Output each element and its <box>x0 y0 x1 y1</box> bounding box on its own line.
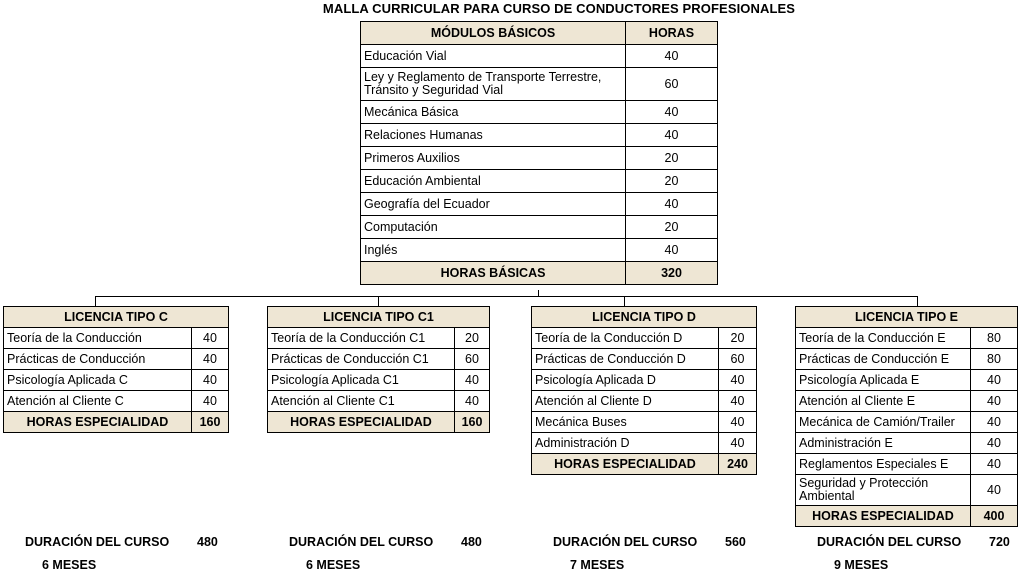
license-module-name: Prácticas de Conducción C1 <box>268 349 455 370</box>
duration-hours: 560 <box>725 535 746 549</box>
license-table-c <box>3 306 229 433</box>
license-total-row <box>532 454 757 475</box>
basic-module-row <box>361 216 718 239</box>
basic-total-label: HORAS BÁSICAS <box>361 262 626 285</box>
license-module-hours: 40 <box>719 391 757 412</box>
license-module-hours: 20 <box>719 328 757 349</box>
license-total-label: HORAS ESPECIALIDAD <box>532 454 719 475</box>
duration-label: DURACIÓN DEL CURSO <box>553 535 698 549</box>
duration-months: 6 MESES <box>42 558 97 572</box>
license-total-label: HORAS ESPECIALIDAD <box>268 412 455 433</box>
license-header-row <box>532 307 757 328</box>
duration-hours: 720 <box>989 535 1010 549</box>
module-name: Computación <box>361 216 626 239</box>
license-total-value: 400 <box>971 506 1018 527</box>
license-row <box>4 349 229 370</box>
connector-drop-c1 <box>378 296 379 306</box>
connector-drop-d <box>624 296 625 306</box>
basic-module-row <box>361 101 718 124</box>
module-hours: 60 <box>626 68 718 101</box>
license-module-hours: 40 <box>192 391 229 412</box>
license-module-name: Prácticas de Conducción <box>4 349 192 370</box>
license-module-hours: 40 <box>971 412 1018 433</box>
license-module-name: Psicología Aplicada C1 <box>268 370 455 391</box>
license-module-name: Psicología Aplicada C <box>4 370 192 391</box>
module-name: Mecánica Básica <box>361 101 626 124</box>
duration-label: DURACIÓN DEL CURSO <box>25 535 170 549</box>
basic-hours-header: HORAS <box>626 22 718 45</box>
basic-module-row <box>361 147 718 170</box>
basic-module-row <box>361 170 718 193</box>
license-module-name: Mecánica de Camión/Trailer <box>796 412 971 433</box>
basic-header-row <box>361 22 718 45</box>
license-module-hours: 80 <box>971 328 1018 349</box>
license-module-hours: 40 <box>719 433 757 454</box>
module-name: Educación Ambiental <box>361 170 626 193</box>
basic-module-row <box>361 193 718 216</box>
license-total-row <box>268 412 490 433</box>
license-row <box>796 370 1018 391</box>
license-table-d <box>531 306 757 475</box>
license-module-name: Administración E <box>796 433 971 454</box>
license-module-hours: 40 <box>192 370 229 391</box>
license-module-hours: 60 <box>719 349 757 370</box>
license-module-name: Teoría de la Conducción E <box>796 328 971 349</box>
license-row <box>532 328 757 349</box>
license-module-hours: 60 <box>455 349 490 370</box>
license-total-row <box>796 506 1018 527</box>
module-name: Geografía del Ecuador <box>361 193 626 216</box>
license-total-value: 160 <box>455 412 490 433</box>
license-module-name: Atención al Cliente E <box>796 391 971 412</box>
license-module-hours: 40 <box>455 370 490 391</box>
license-module-name: Prácticas de Conducción E <box>796 349 971 370</box>
license-module-name: Teoría de la Conducción <box>4 328 192 349</box>
duration-hours: 480 <box>197 535 218 549</box>
license-row <box>268 370 490 391</box>
license-row <box>532 412 757 433</box>
module-name: Ley y Reglamento de Transporte Terrestre, Tránsito y Seguridad Vial <box>361 68 626 101</box>
license-module-hours: 40 <box>192 328 229 349</box>
license-total-label: HORAS ESPECIALIDAD <box>4 412 192 433</box>
basic-total-value: 320 <box>626 262 718 285</box>
license-module-name: Atención al Cliente D <box>532 391 719 412</box>
license-module-name: Reglamentos Especiales E <box>796 454 971 475</box>
module-hours: 20 <box>626 147 718 170</box>
license-module-name: Psicología Aplicada D <box>532 370 719 391</box>
license-total-value: 240 <box>719 454 757 475</box>
module-name: Inglés <box>361 239 626 262</box>
license-row <box>796 391 1018 412</box>
module-name: Educación Vial <box>361 45 626 68</box>
license-total-value: 160 <box>192 412 229 433</box>
license-row <box>532 433 757 454</box>
license-header-row <box>796 307 1018 328</box>
license-module-hours: 40 <box>971 454 1018 475</box>
license-row <box>4 328 229 349</box>
license-module-hours: 40 <box>455 391 490 412</box>
connector-drop-e <box>917 296 918 306</box>
license-row <box>4 370 229 391</box>
license-total-label: HORAS ESPECIALIDAD <box>796 506 971 527</box>
duration-months: 6 MESES <box>306 558 361 572</box>
duration-months: 7 MESES <box>570 558 625 572</box>
module-hours: 40 <box>626 193 718 216</box>
license-title: LICENCIA TIPO E <box>796 307 1018 328</box>
license-module-name: Seguridad y Protección Ambiental <box>796 475 971 506</box>
license-title: LICENCIA TIPO D <box>532 307 757 328</box>
module-hours: 20 <box>626 216 718 239</box>
license-row <box>796 412 1018 433</box>
duration-label: DURACIÓN DEL CURSO <box>817 535 962 549</box>
basic-modules-table <box>360 21 718 285</box>
license-module-hours: 40 <box>971 475 1018 506</box>
license-total-row <box>4 412 229 433</box>
license-row <box>796 328 1018 349</box>
license-row <box>796 475 1018 506</box>
duration-months: 9 MESES <box>834 558 889 572</box>
license-module-hours: 20 <box>455 328 490 349</box>
license-module-hours: 40 <box>971 370 1018 391</box>
license-module-hours: 80 <box>971 349 1018 370</box>
basic-total-row <box>361 262 718 285</box>
basic-module-row <box>361 68 718 101</box>
license-row <box>268 328 490 349</box>
license-module-name: Atención al Cliente C1 <box>268 391 455 412</box>
license-module-name: Psicología Aplicada E <box>796 370 971 391</box>
license-module-hours: 40 <box>971 433 1018 454</box>
license-module-name: Teoría de la Conducción C1 <box>268 328 455 349</box>
license-row <box>532 370 757 391</box>
license-title: LICENCIA TIPO C <box>4 307 229 328</box>
license-module-name: Mecánica Buses <box>532 412 719 433</box>
module-name: Relaciones Humanas <box>361 124 626 147</box>
license-row <box>796 454 1018 475</box>
module-hours: 40 <box>626 45 718 68</box>
module-hours: 20 <box>626 170 718 193</box>
license-row <box>532 349 757 370</box>
license-module-name: Teoría de la Conducción D <box>532 328 719 349</box>
connector-drop-c <box>95 296 96 306</box>
license-row <box>268 349 490 370</box>
license-row <box>268 391 490 412</box>
license-row <box>532 391 757 412</box>
license-title: LICENCIA TIPO C1 <box>268 307 490 328</box>
basic-module-row <box>361 124 718 147</box>
license-table-e <box>795 306 1018 527</box>
page-title: MALLA CURRICULAR PARA CURSO DE CONDUCTORES PROFESIONALES <box>322 1 796 16</box>
license-module-hours: 40 <box>971 391 1018 412</box>
license-module-name: Prácticas de Conducción D <box>532 349 719 370</box>
module-hours: 40 <box>626 101 718 124</box>
basic-module-row <box>361 45 718 68</box>
license-module-hours: 40 <box>192 349 229 370</box>
license-row <box>4 391 229 412</box>
license-module-name: Atención al Cliente C <box>4 391 192 412</box>
license-row <box>796 433 1018 454</box>
duration-hours: 480 <box>461 535 482 549</box>
module-hours: 40 <box>626 239 718 262</box>
license-header-row <box>268 307 490 328</box>
license-row <box>796 349 1018 370</box>
basic-module-header: MÓDULOS BÁSICOS <box>361 22 626 45</box>
basic-module-row <box>361 239 718 262</box>
duration-label: DURACIÓN DEL CURSO <box>289 535 434 549</box>
module-hours: 40 <box>626 124 718 147</box>
license-module-name: Administración D <box>532 433 719 454</box>
connector-bus <box>95 296 918 297</box>
license-module-hours: 40 <box>719 370 757 391</box>
module-name: Primeros Auxilios <box>361 147 626 170</box>
license-module-hours: 40 <box>719 412 757 433</box>
license-header-row <box>4 307 229 328</box>
license-table-c1 <box>267 306 490 433</box>
